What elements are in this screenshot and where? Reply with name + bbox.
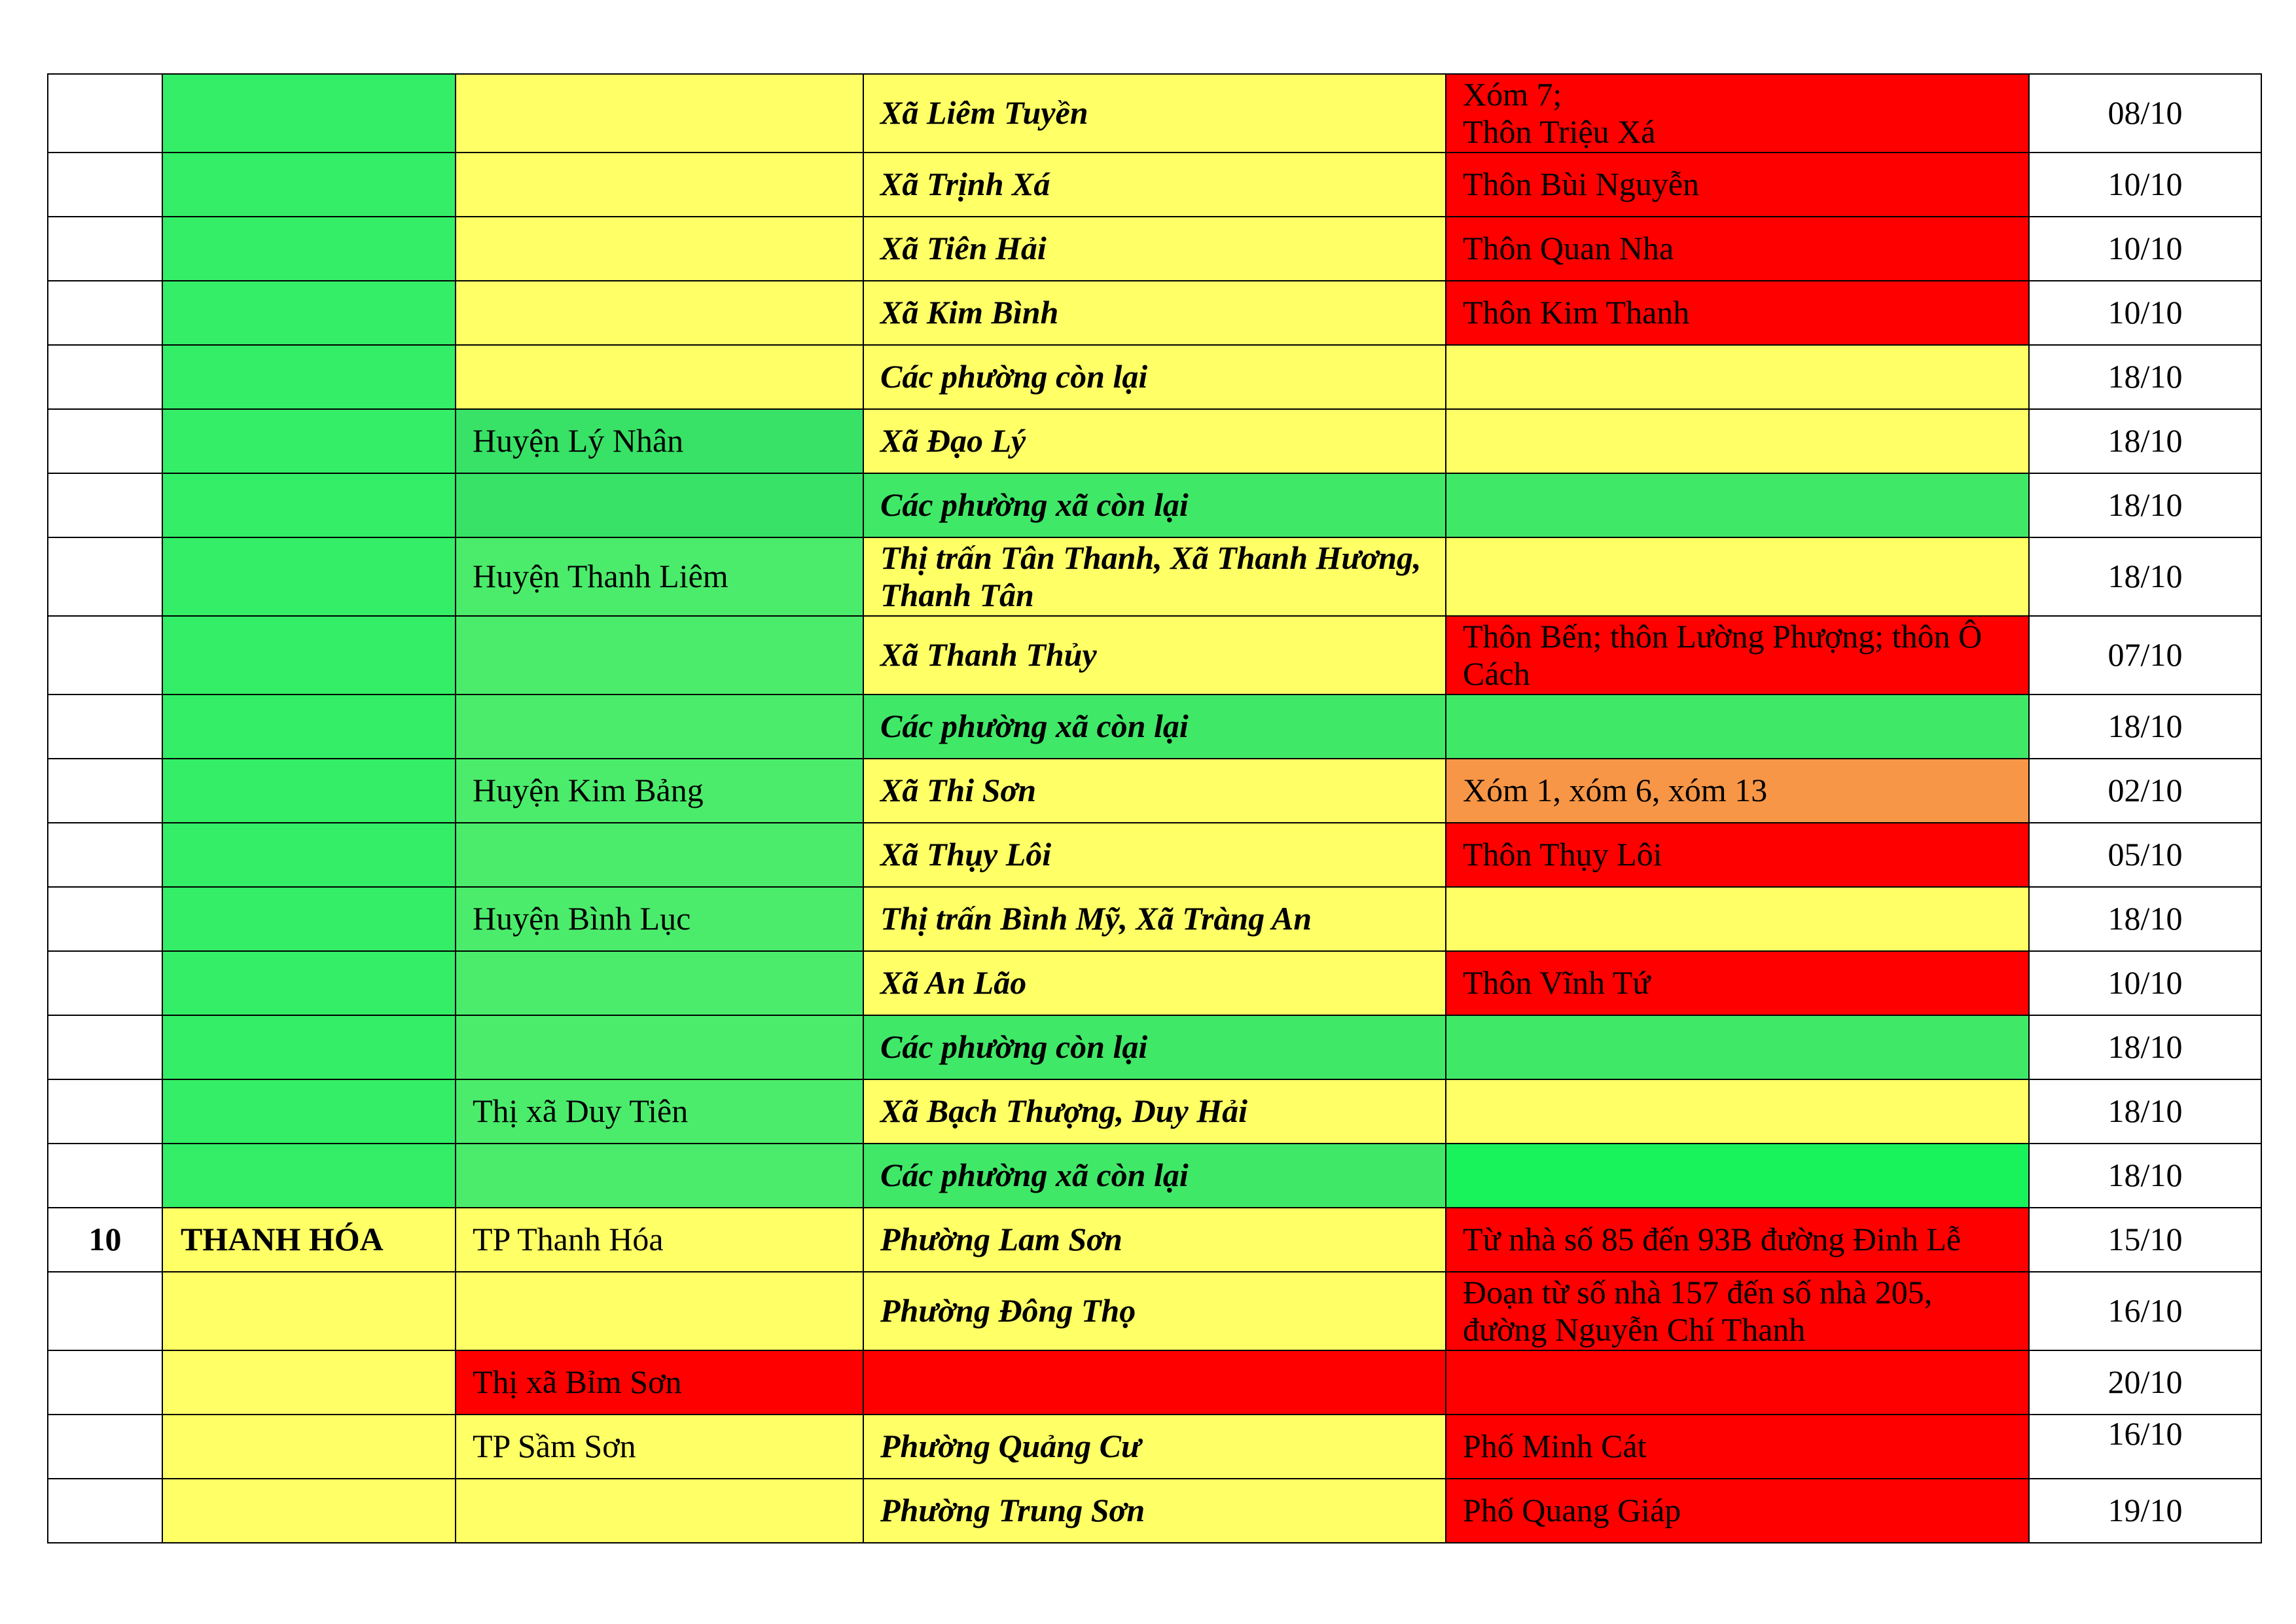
district-cell: Thị xã Duy Tiên — [456, 1079, 863, 1144]
detail-cell: Thôn Vĩnh Tứ — [1446, 951, 2029, 1015]
row-number — [48, 616, 162, 695]
table-row — [48, 1015, 2261, 1079]
detail-cell: Thôn Thụy Lôi — [1446, 823, 2029, 887]
province-cell — [162, 951, 456, 1015]
commune-cell: Xã Trịnh Xá — [863, 153, 1446, 217]
date-cell: 18/10 — [2029, 409, 2261, 473]
row-number — [48, 345, 162, 409]
row-number — [48, 1015, 162, 1079]
date-cell: 08/10 — [2029, 74, 2261, 153]
date-cell: 19/10 — [2029, 1479, 2261, 1543]
province-cell — [162, 473, 456, 537]
province-cell — [162, 153, 456, 217]
commune-cell: Xã Thanh Thủy — [863, 616, 1446, 695]
table-row — [48, 616, 2261, 695]
row-number — [48, 823, 162, 887]
table-row — [48, 1350, 2261, 1415]
commune-cell: Xã Liêm Tuyền — [863, 74, 1446, 153]
district-cell — [456, 217, 863, 281]
commune-cell: Các phường còn lại — [863, 345, 1446, 409]
date-cell: 16/10 — [2029, 1415, 2261, 1479]
row-number — [48, 1350, 162, 1415]
district-cell — [456, 951, 863, 1015]
province-cell — [162, 1144, 456, 1208]
detail-cell — [1446, 1079, 2029, 1144]
detail-cell — [1446, 695, 2029, 759]
district-cell — [456, 153, 863, 217]
district-cell — [456, 1479, 863, 1543]
detail-cell — [1446, 473, 2029, 537]
commune-cell: Thị trấn Bình Mỹ, Xã Tràng An — [863, 887, 1446, 951]
district-cell: Thị xã Bỉm Sơn — [456, 1350, 863, 1415]
commune-cell: Xã Bạch Thượng, Duy Hải — [863, 1079, 1446, 1144]
table-row — [48, 823, 2261, 887]
detail-cell — [1446, 1144, 2029, 1208]
date-cell: 20/10 — [2029, 1350, 2261, 1415]
district-cell — [456, 695, 863, 759]
province-cell — [162, 1272, 456, 1350]
district-cell — [456, 1015, 863, 1079]
date-cell: 10/10 — [2029, 951, 2261, 1015]
row-number — [48, 887, 162, 951]
date-cell: 16/10 — [2029, 1272, 2261, 1350]
detail-cell: Đoạn từ số nhà 157 đến số nhà 205, đường Nguyễn Chí Thanh — [1446, 1272, 2029, 1350]
row-number: 10 — [48, 1208, 162, 1272]
province-cell — [162, 409, 456, 473]
detail-cell — [1446, 887, 2029, 951]
district-cell: Huyện Kim Bảng — [456, 759, 863, 823]
commune-cell: Xã An Lão — [863, 951, 1446, 1015]
table-row — [48, 1272, 2261, 1350]
commune-cell: Các phường còn lại — [863, 1015, 1446, 1079]
date-cell: 18/10 — [2029, 1015, 2261, 1079]
commune-cell: Thị trấn Tân Thanh, Xã Thanh Hương, Thanh Tân — [863, 537, 1446, 616]
district-cell: TP Thanh Hóa — [456, 1208, 863, 1272]
detail-cell: Xóm 1, xóm 6, xóm 13 — [1446, 759, 2029, 823]
province-cell — [162, 616, 456, 695]
row-number — [48, 74, 162, 153]
province-cell — [162, 1479, 456, 1543]
commune-cell: Xã Tiên Hải — [863, 217, 1446, 281]
detail-cell — [1446, 1350, 2029, 1415]
commune-cell: Xã Đạo Lý — [863, 409, 1446, 473]
table-row — [48, 153, 2261, 217]
commune-cell: Các phường xã còn lại — [863, 1144, 1446, 1208]
detail-cell: Thôn Kim Thanh — [1446, 281, 2029, 345]
district-cell — [456, 1272, 863, 1350]
district-cell — [456, 616, 863, 695]
table-row — [48, 887, 2261, 951]
row-number — [48, 1479, 162, 1543]
date-cell: 18/10 — [2029, 887, 2261, 951]
date-cell: 07/10 — [2029, 616, 2261, 695]
table-row — [48, 74, 2261, 153]
detail-cell: Từ nhà số 85 đến 93B đường Đinh Lễ — [1446, 1208, 2029, 1272]
locations-table — [47, 73, 2262, 1543]
district-cell — [456, 345, 863, 409]
row-number — [48, 217, 162, 281]
detail-cell — [1446, 345, 2029, 409]
province-cell — [162, 1015, 456, 1079]
date-cell: 10/10 — [2029, 217, 2261, 281]
district-cell — [456, 823, 863, 887]
district-cell: TP Sầm Sơn — [456, 1415, 863, 1479]
table-row — [48, 695, 2261, 759]
date-cell: 02/10 — [2029, 759, 2261, 823]
commune-cell: Các phường xã còn lại — [863, 473, 1446, 537]
detail-cell: Phố Quang Giáp — [1446, 1479, 2029, 1543]
commune-cell: Xã Thụy Lôi — [863, 823, 1446, 887]
district-cell: Huyện Thanh Liêm — [456, 537, 863, 616]
commune-cell: Phường Đông Thọ — [863, 1272, 1446, 1350]
province-cell — [162, 759, 456, 823]
detail-cell — [1446, 537, 2029, 616]
province-cell: THANH HÓA — [162, 1208, 456, 1272]
province-cell — [162, 281, 456, 345]
table-row — [48, 409, 2261, 473]
date-cell: 18/10 — [2029, 1144, 2261, 1208]
detail-cell: Thôn Bùi Nguyễn — [1446, 153, 2029, 217]
commune-cell: Xã Kim Bình — [863, 281, 1446, 345]
district-cell — [456, 1144, 863, 1208]
row-number — [48, 537, 162, 616]
commune-cell — [863, 1350, 1446, 1415]
district-cell: Huyện Lý Nhân — [456, 409, 863, 473]
table-row — [48, 759, 2261, 823]
table-row — [48, 473, 2261, 537]
province-cell — [162, 1350, 456, 1415]
commune-cell: Xã Thi Sơn — [863, 759, 1446, 823]
commune-cell: Phường Quảng Cư — [863, 1415, 1446, 1479]
row-number — [48, 759, 162, 823]
row-number — [48, 409, 162, 473]
date-cell: 10/10 — [2029, 153, 2261, 217]
detail-cell — [1446, 409, 2029, 473]
detail-cell: Thôn Bến; thôn Lường Phượng; thôn Ô Cách — [1446, 616, 2029, 695]
commune-cell: Phường Trung Sơn — [863, 1479, 1446, 1543]
row-number — [48, 473, 162, 537]
detail-cell: Xóm 7; Thôn Triệu Xá — [1446, 74, 2029, 153]
table-row — [48, 537, 2261, 616]
row-number — [48, 153, 162, 217]
province-cell — [162, 695, 456, 759]
district-cell: Huyện Bình Lục — [456, 887, 863, 951]
district-cell — [456, 74, 863, 153]
row-number — [48, 1415, 162, 1479]
date-cell: 15/10 — [2029, 1208, 2261, 1272]
table-row — [48, 1415, 2261, 1479]
date-cell: 10/10 — [2029, 281, 2261, 345]
table-row — [48, 281, 2261, 345]
detail-cell: Thôn Quan Nha — [1446, 217, 2029, 281]
province-cell — [162, 537, 456, 616]
table-row — [48, 1144, 2261, 1208]
detail-cell — [1446, 1015, 2029, 1079]
district-cell — [456, 281, 863, 345]
district-cell — [456, 473, 863, 537]
province-cell — [162, 217, 456, 281]
province-cell — [162, 823, 456, 887]
date-cell: 18/10 — [2029, 473, 2261, 537]
row-number — [48, 695, 162, 759]
date-cell: 18/10 — [2029, 345, 2261, 409]
table-row — [48, 1479, 2261, 1543]
table-row — [48, 951, 2261, 1015]
row-number — [48, 281, 162, 345]
province-cell — [162, 74, 456, 153]
table-row — [48, 1079, 2261, 1144]
row-number — [48, 1272, 162, 1350]
province-cell — [162, 887, 456, 951]
table-row — [48, 345, 2261, 409]
province-cell — [162, 1415, 456, 1479]
commune-cell: Các phường xã còn lại — [863, 695, 1446, 759]
commune-cell: Phường Lam Sơn — [863, 1208, 1446, 1272]
province-cell — [162, 345, 456, 409]
table-row — [48, 1208, 2261, 1272]
row-number — [48, 1144, 162, 1208]
date-cell: 18/10 — [2029, 695, 2261, 759]
date-cell: 18/10 — [2029, 537, 2261, 616]
detail-cell: Phố Minh Cát — [1446, 1415, 2029, 1479]
province-cell — [162, 1079, 456, 1144]
date-cell: 18/10 — [2029, 1079, 2261, 1144]
row-number — [48, 951, 162, 1015]
row-number — [48, 1079, 162, 1144]
date-cell: 05/10 — [2029, 823, 2261, 887]
table-row — [48, 217, 2261, 281]
